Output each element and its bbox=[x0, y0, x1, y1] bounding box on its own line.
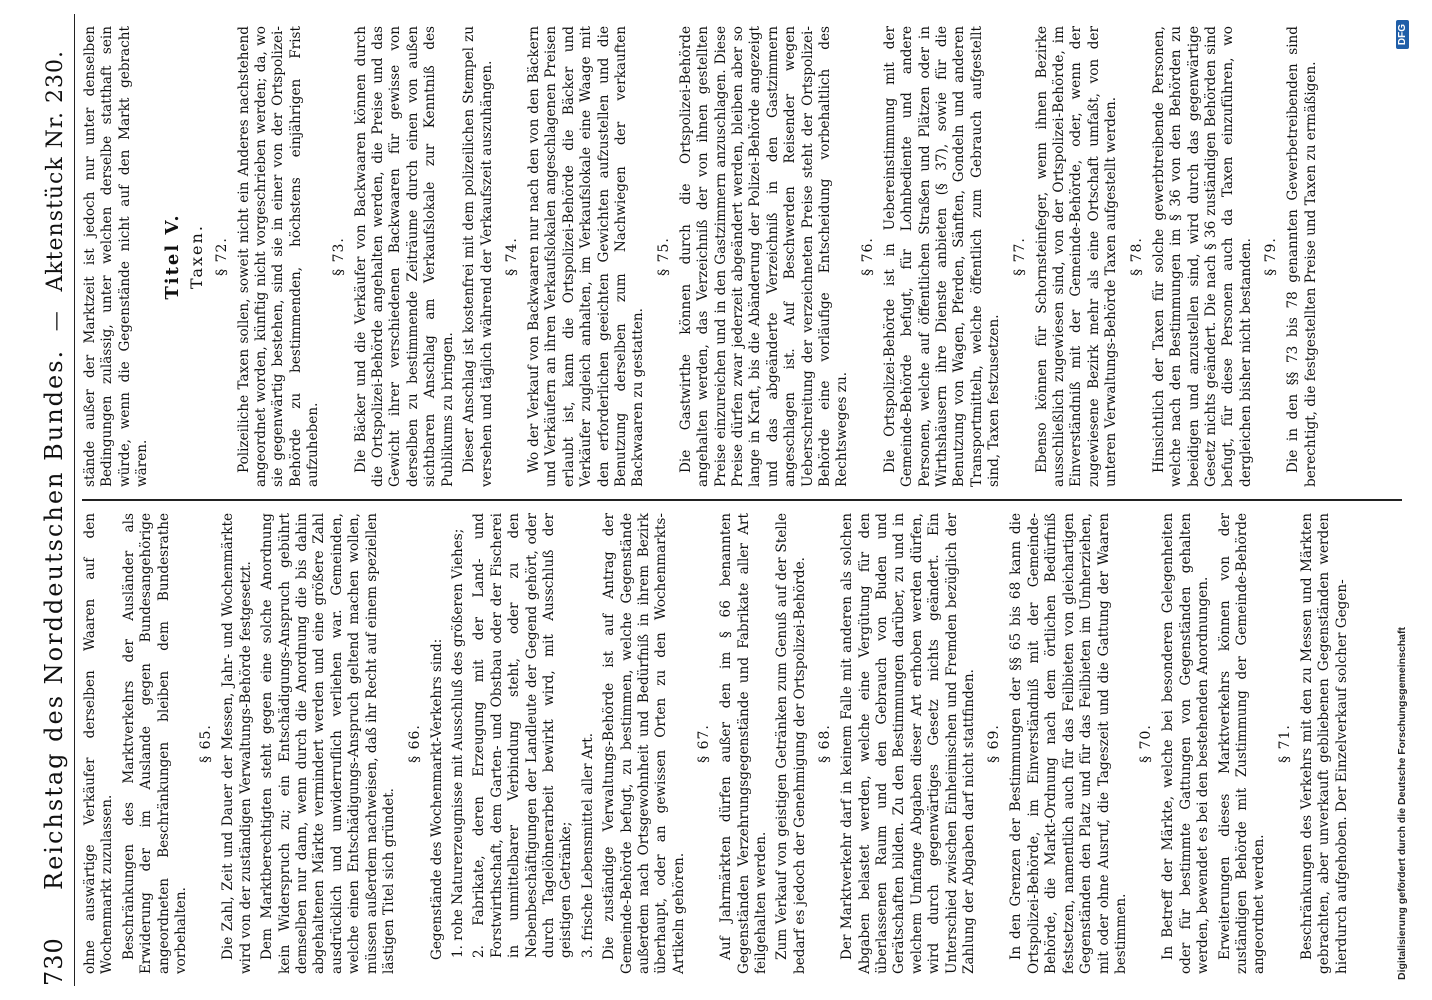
section-heading: § 73. bbox=[330, 237, 347, 276]
column-divider bbox=[82, 499, 1402, 501]
section-heading: § 65. bbox=[198, 724, 215, 763]
page-number: 730 bbox=[40, 937, 68, 986]
section-heading: § 71. bbox=[1276, 724, 1293, 763]
section-heading: § 68. bbox=[817, 724, 834, 763]
list-item: 3. frische Lebensmittel aller Art. bbox=[579, 732, 596, 958]
section-heading: § 79. bbox=[1263, 237, 1280, 276]
paragraph: Auf Jahrmärkten dürfen außer den im § 66 benannten Gegenständen Verzehrungsgegenstände und Fabrikate aller Art feilgehalten werden. bbox=[718, 513, 769, 974]
paragraph: Die Ortspolizei-Behörde ist in Uebereinstimmung mit der Gemeinde-Behörde befugt, für Lohnbediente und andere Personen, welche auf öffentlichen Straßen und Plätzen oder in Wirthshäusern ihre Dienste anbieten (§ 37), sowie für die Benutzung von Wagen, Pferden, Sänften, Gondeln und anderen Transportmitteln, welche öffentlich zum Gebrauch aufgestellt sind, Taxen festzusetzen. bbox=[881, 26, 1003, 487]
paragraph: Die Zahl, Zeit und Dauer der Messen, Jahr- und Wochenmärkte wird von der zuständigen Verwaltungs-Behörde festgesetzt. bbox=[220, 513, 254, 974]
paragraph: Hinsichtlich der Taxen für solche gewerbtreibende Personen, welche nach den Bestimmungen im § 36 von den Behörden zu beeidigen und anzustellen sind, wird durch das gegenwärtige Gesetz nichts geändert. Die nach § 36 zuständigen Behörden sind befugt, für diese Personen auch da Taxen einzuführen, wo dergleichen bisher nicht bestanden. bbox=[1150, 26, 1254, 487]
list-item: 2. Fabrikate, deren Erzeugung mit der Land- und Forstwirthschaft, dem Garten- und Obstbau oder der Fischerei in unmittelbarer Verbindung steht, oder zu den Nebenbeschäftigungen der Landleute der Gegend gehört, oder durch Tagelöhnerarbeit bewirkt wird, mit Ausschluß der geistigen Getränke; bbox=[471, 513, 575, 958]
paragraph: stände außer der Marktzeit ist jedoch nur unter denselben Bedingungen zulässig, unter welchen derselbe statthaft sein würde, wenn die Gegenstände nicht auf den Markt gebracht wären. bbox=[82, 26, 151, 487]
section-heading: § 77. bbox=[1011, 237, 1028, 276]
header-title bbox=[40, 14, 68, 926]
section-heading: § 74. bbox=[503, 237, 520, 276]
title-subheading: Taxen. bbox=[186, 224, 206, 289]
document-reference: Aktenstück Nr. 230. bbox=[43, 50, 68, 292]
section-heading: § 72. bbox=[213, 237, 230, 276]
paragraph: Die Bäcker und die Verkäufer von Backwaaren können durch die Ortspolizei-Behörde angehalten werden, die Preise und das Gewicht ihrer verschiedenen Backwaaren für gewisse von derselben zu bestimmende Zeiträume durch einen von außen sichtbaren Anschlag am Verkaufslokale zur Kenntniß des Publikums zu bringen. bbox=[352, 26, 456, 487]
paragraph: In Betreff der Märkte, welche bei besonderen Gelegenheiten oder für bestimmte Gattungen von Gegenständen gehalten werden, bewendet es bei den bestehenden Anordnungen. bbox=[1160, 513, 1212, 974]
paragraph: Beschränkungen des Verkehrs mit den zu Messen und Märkten gebrachten, aber unverkauft gebliebenen Gegenständen werden hierdurch aufgehoben. Der Einzelverkauf solcher Gegen- bbox=[1298, 513, 1350, 974]
digitization-credit bbox=[1392, 20, 1412, 980]
paragraph: Dem Marktberechtigten steht gegen eine solche Anordnung kein Widerspruch zu; ein Entschädigungs-Anspruch gebührt demselben nur dann, wenn durch die Anordnung die bis dahin abgehaltenen Märkte vermindert werden und eine größere Zahl ausdrücklich und unwiderruflich verliehen war. Gemeinden, welche einen Entschädigungs-Anspruch geltend machen wollen, müssen außerdem nachweisen, daß ihr Recht auf einem speziellen lästigen Titel sich gründet. bbox=[259, 513, 398, 974]
section-heading: § 76. bbox=[859, 237, 876, 276]
paragraph: Zum Verkauf von geistigen Getränken zum Genuß auf der Stelle bedarf es jedoch der Genehmigung der Ortspolizei-Behörde. bbox=[774, 513, 808, 974]
publication-title: Reichstag des Norddeutschen Bundes. bbox=[40, 348, 68, 890]
section-heading: § 69. bbox=[986, 724, 1003, 763]
paragraph: Die in den §§ 73 bis 78 genannten Gewerbetreibenden sind berechtigt, die festgestellten Preise und Taxen zu ermäßigen. bbox=[1285, 26, 1319, 487]
section-heading: § 75. bbox=[655, 237, 672, 276]
paragraph: Polizeiliche Taxen sollen, soweit nicht ein Anderes nachstehend angeordnet worden, künftig nicht vorgeschrieben werden; da, wo sie gegenwärtig bestehen, sind sie in einer von der Ortspolizei-Behörde zu bestimmenden, höchstens einjährigen Frist aufzuheben. bbox=[235, 26, 322, 487]
section-heading: § 78. bbox=[1128, 237, 1145, 276]
credit-text: Digitalisierung gefördert durch die Deutsche Forschungsgemeinschaft bbox=[1396, 627, 1408, 980]
section-heading: § 67. bbox=[696, 724, 713, 763]
left-column bbox=[82, 501, 1402, 986]
header-separator: — bbox=[43, 309, 67, 332]
paragraph: Beschränkungen des Marktverkehrs der Ausländer als Erwiderung der im Auslande gegen Bundesangehörige angeordneten Beschränkungen bleiben dem Bundesrathe vorbehalten. bbox=[120, 513, 190, 974]
paragraph: Die Gastwirthe können durch die Ortspolizei-Behörde angehalten werden, das Verzeichniß der von ihnen gestellten Preise einzureichen und in den Gastzimmern anzuschlagen. Diese Preise dürfen zwar jederzeit abgeändert werden, bleiben aber so lange in Kraft, bis die Abänderung der Polizei-Behörde angezeigt und das abgeänderte Verzeichniß in den Gastzimmern angeschlagen ist. Auf Beschwerden Reisender wegen Ueberschreitung der verzeichneten Preise steht der Ortspolizei-Behörde eine vorläufige Entscheidung vorbehaltlich des Rechtsweges zu. bbox=[677, 26, 851, 487]
paragraph: ohne auswärtige Verkäufer derselben Waaren auf den Wochenmarkt zuzulassen. bbox=[82, 513, 116, 974]
text-columns bbox=[82, 14, 1402, 986]
paragraph: Die zuständige Verwaltungs-Behörde ist auf Antrag der Gemeinde-Behörde befugt, zu bestimmen, welche Gegenstände außerdem nach Ortsgewohnheit und Bedürfniß in ihrem Bezirk überhaupt, oder an gewissen Orten zu den Wochenmarkts-Artikeln gehören. bbox=[601, 513, 687, 974]
paragraph: Ebenso können für Schornsteinfeger, wenn ihnen Bezirke ausschließlich zugewiesen sind, von der Ortspolizei-Behörde, im Einverständniß mit der Gemeinde-Behörde, oder, wenn der zugewiesene Bezirk mehr als eine Ortschaft umfaßt, von der unteren Verwaltungs-Behörde Taxen aufgestellt werden. bbox=[1033, 26, 1120, 487]
paragraph: Gegenstände des Wochenmarkt-Verkehrs sind: bbox=[428, 638, 445, 960]
paragraph: Erweiterungen dieses Marktverkehrs können von der zuständigen Behörde mit Zustimmung der Gemeinde-Behörde angeordnet werden. bbox=[1216, 513, 1268, 974]
paragraph: In den Grenzen der Bestimmungen der §§ 65 bis 68 kann die Ortspolizei-Behörde, im Einverständniß mit der Gemeinde-Behörde, die Markt-Ordnung nach dem örtlichen Bedürfniß festsetzen, namentlich auch für das Feilbieten von gleichartigen Gegenständen den Platz und für das Feilbieten im Umherziehen, mit oder ohne Ausruf, die Tageszeit und die Gattung der Waaren bestimmen. bbox=[1008, 513, 1129, 974]
paragraph: Der Marktverkehr darf in keinem Falle mit anderen als solchen Abgaben belastet werden, welche eine Vergütung für den überlassenen Raum und den Gebrauch von Buden und Gerätschaften bilden. Zu den Bestimmungen darüber, zu und in welchem Umfange Abgaben dieser Art erhoben werden dürfen, wird durch gegenwärtiges Gesetz nichts geändert. Ein Unterschied zwischen Einheimischen und Fremden bezüglich der Zahlung der Abgaben darf nicht stattfinden. bbox=[839, 513, 978, 974]
section-heading: § 70. bbox=[1138, 724, 1155, 763]
right-column bbox=[82, 14, 1402, 499]
section-heading: § 66. bbox=[406, 724, 423, 763]
title-heading: Titel V. bbox=[161, 213, 183, 300]
list-item: 1. rohe Naturerzeugnisse mit Ausschluß des größeren Viehes; bbox=[449, 528, 466, 958]
paragraph: Wo der Verkauf von Backwaaren nur nach den von den Bäckern und Verkäufern an ihren Verkaufslokalen angeschlagenen Preisen erlaubt ist, kann die Ortspolizei-Behörde die Bäcker und Verkäufer zugleich anhalten, im Verkaufslokale eine Waage mit den erforderlichen geeichten Gewichten aufzustellen und die Benutzung derselben zum Nachwiegen der verkauften Backwaaren zu gestatten. bbox=[525, 26, 647, 487]
dfg-logo-icon: DFG bbox=[1396, 20, 1409, 49]
title-block bbox=[162, 26, 206, 487]
running-head bbox=[40, 14, 75, 986]
paragraph: Dieser Anschlag ist kostenfrei mit dem polizeilichen Stempel zu versehen und täglich während der Verkaufszeit auszuhängen. bbox=[461, 26, 495, 487]
